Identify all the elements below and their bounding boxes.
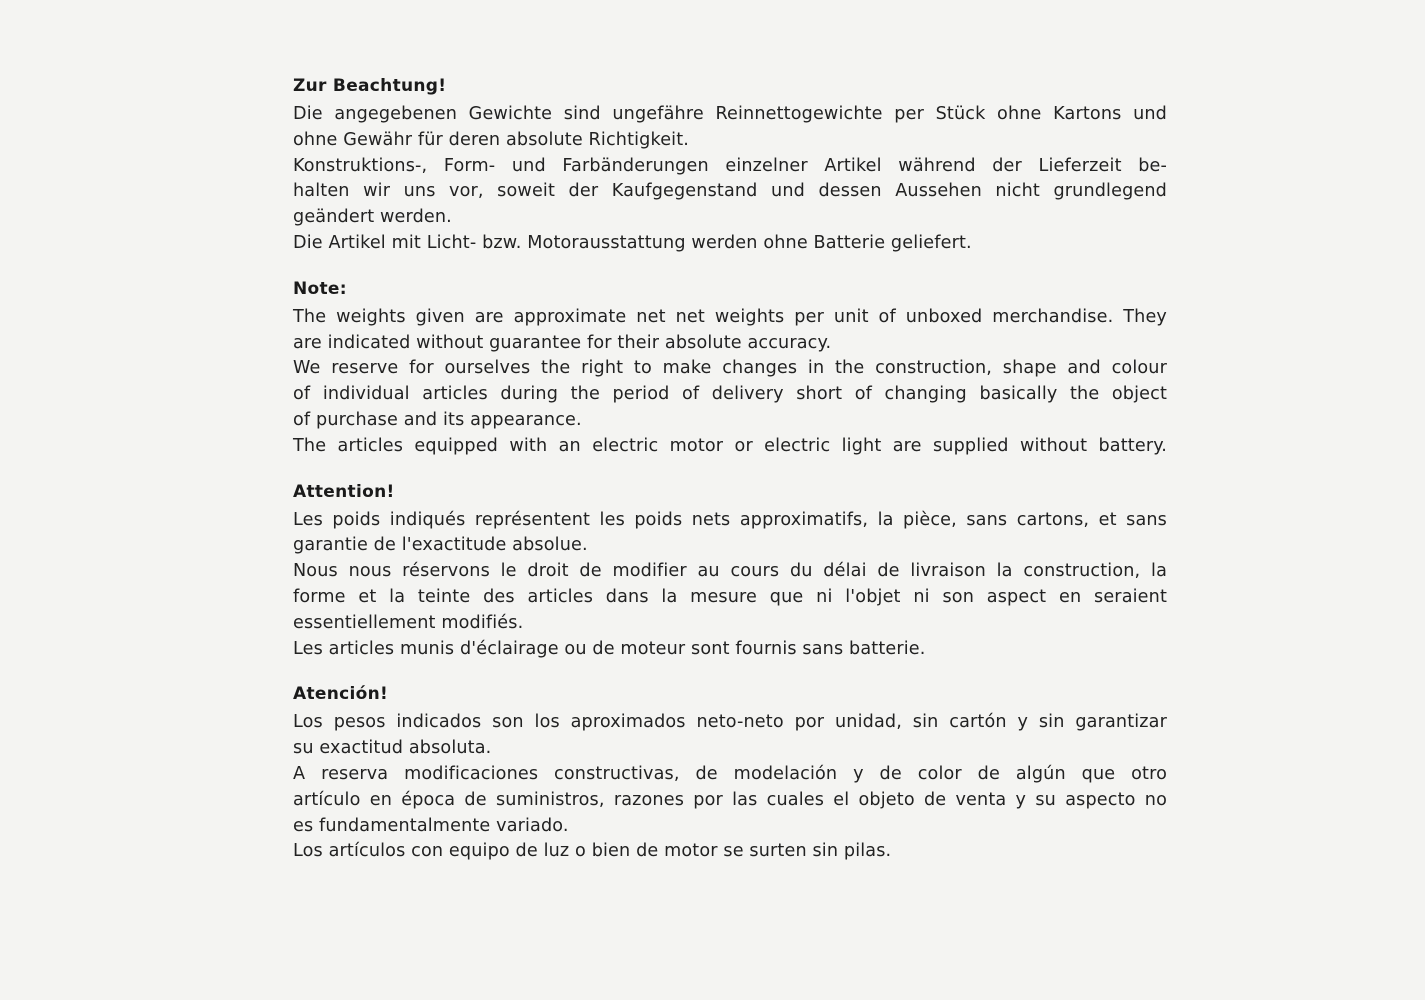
text-line: Les poids indiqués représentent les poids nets approximatifs, la pièce, sans cartons, et sans [293, 509, 1167, 530]
text-line: Die Artikel mit Licht- bzw. Motorausstattung werden ohne Batterie geliefert. [293, 232, 972, 253]
text-line: garantie de l'exactitude absolue. [293, 535, 588, 556]
section-heading: Note: [293, 278, 347, 299]
section-french [293, 482, 1167, 663]
text-line: We reserve for ourselves the right to make changes in the construction, shape and colour [293, 358, 1167, 379]
section-heading: Zur Beachtung! [293, 76, 447, 96]
text-line: Los pesos indicados son los aproximados neto-neto por unidad, sin cartón y sin garantizar [293, 712, 1167, 733]
section-spanish [293, 684, 1167, 865]
text-line: forme et la teinte des articles dans la mesure que ni l'objet ni son aspect en seraient [293, 586, 1167, 607]
text-line: Les articles munis d'éclairage ou de moteur sont fournis sans batterie. [293, 638, 926, 659]
section-heading: Attention! [293, 481, 395, 502]
text-line: of individual articles during the period of delivery short of changing basically the object [293, 384, 1167, 405]
text-line: are indicated without guarantee for their absolute accuracy. [293, 332, 832, 353]
text-line: artículo en época de suministros, razones por las cuales el objeto de venta y su aspecto no [293, 789, 1167, 810]
text-line: essentiellement modifiés. [293, 612, 524, 633]
text-line: Die angegebenen Gewichte sind ungefähre Reinnettogewichte per Stück ohne Kartons und [293, 104, 1167, 124]
text-line: The articles equipped with an electric motor or electric light are supplied without battery. [293, 435, 1167, 456]
text-line: su exactitud absoluta. [293, 738, 492, 759]
text-line: halten wir uns vor, soweit der Kaufgegenstand und dessen Aussehen nicht grundlegend [293, 181, 1167, 202]
section-heading: Atención! [293, 684, 389, 705]
text-line: ohne Gewähr für deren absolute Richtigkeit. [293, 129, 690, 150]
section-german [293, 76, 1167, 257]
notice-page [293, 76, 1167, 887]
text-line: geändert werden. [293, 207, 452, 228]
section-english [293, 279, 1167, 460]
text-line: of purchase and its appearance. [293, 409, 582, 430]
text-line: es fundamentalmente variado. [293, 815, 569, 836]
text-line: Los artículos con equipo de luz o bien de motor se surten sin pilas. [293, 841, 892, 862]
text-line: A reserva modificaciones constructivas, de modelación y de color de algún que otro [293, 763, 1167, 784]
text-line: Konstruktions-, Form- und Farbänderungen einzelner Artikel während der Lieferzeit be- [293, 155, 1167, 176]
text-line: The weights given are approximate net net weights per unit of unboxed merchandise. They [293, 306, 1167, 327]
text-line: Nous nous réservons le droit de modifier au cours du délai de livraison la construction, la [293, 561, 1167, 582]
